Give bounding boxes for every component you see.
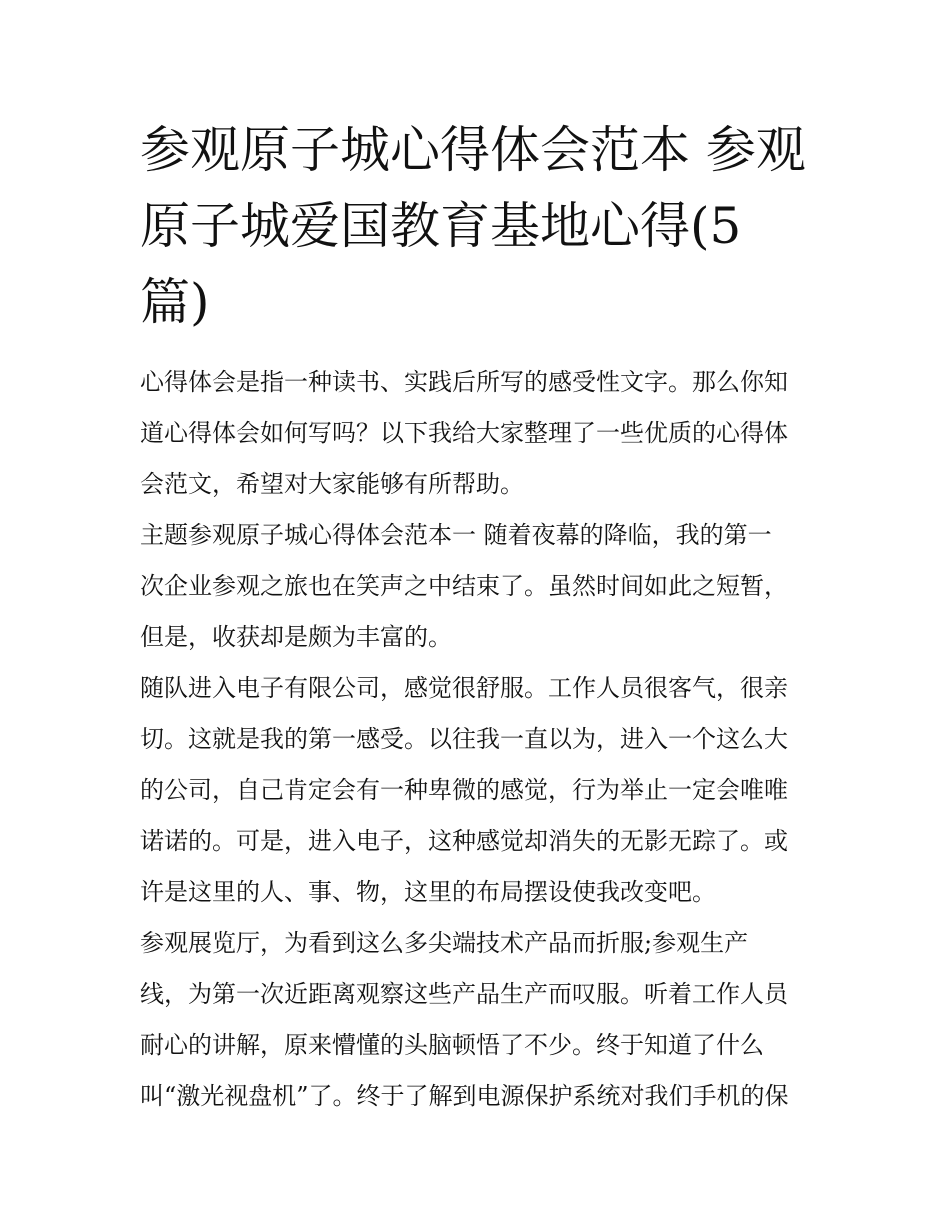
- body-line: 线，为第一次近距离观察这些产品生产而叹服。听着工作人员: [140, 980, 788, 1008]
- body-line: 耐心的讲解，原来懵懂的头脑顿悟了不少。终于知道了什么: [140, 1031, 764, 1059]
- body-line: 会范文，希望对大家能够有所帮助。: [140, 470, 524, 498]
- body-line: 随队进入电子有限公司，感觉很舒服。工作人员很客气，很亲: [140, 674, 788, 702]
- document-title: [140, 112, 820, 340]
- body-line: 叫“激光视盘机”了。终于了解到电源保护系统对我们手机的保: [140, 1082, 789, 1110]
- body-line: 诺诺的。可是，进入电子，这种感觉却消失的无影无踪了。或: [140, 827, 788, 855]
- body-line: 次企业参观之旅也在笑声之中结束了。虽然时间如此之短暂，: [140, 572, 788, 600]
- body-line: 许是这里的人、事、物，这里的布局摆设使我改变吧。: [140, 878, 716, 906]
- document-body: [140, 357, 830, 1122]
- body-line: 的公司，自己肯定会有一种卑微的感觉，行为举止一定会唯唯: [140, 776, 788, 804]
- body-line: 但是，收获却是颇为丰富的。: [140, 623, 452, 651]
- body-line: 参观展览厅，为看到这么多尖端技术产品而折服;参观生产: [140, 929, 749, 957]
- body-line: 切。这就是我的第一感受。以往我一直以为，进入一个这么大: [140, 725, 788, 753]
- title-line: 原子城爱国教育基地心得(5: [140, 197, 742, 255]
- body-line: 主题参观原子城心得体会范本一 随着夜幕的降临，我的第一: [140, 521, 772, 549]
- body-line: 心得体会是指一种读书、实践后所写的感受性文字。那么你知: [140, 368, 788, 396]
- title-line: 篇): [140, 273, 210, 331]
- body-line: 道心得体会如何写吗？以下我给大家整理了一些优质的心得体: [140, 419, 788, 447]
- title-line: 参观原子城心得体会范本 参观: [140, 121, 806, 179]
